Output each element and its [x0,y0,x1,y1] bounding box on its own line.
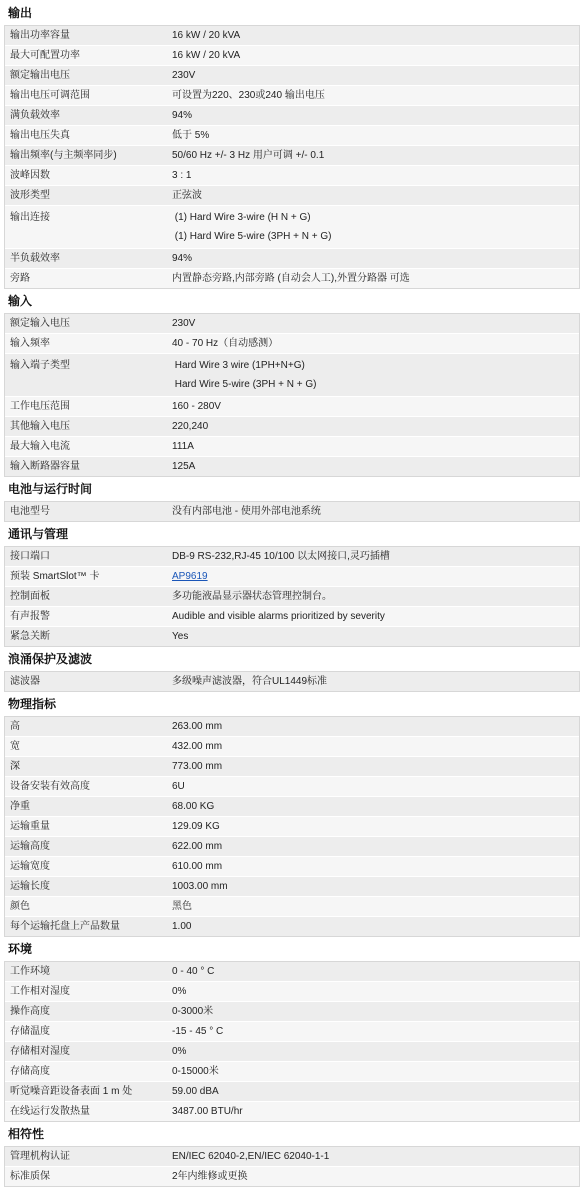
spec-row [5,205,579,248]
spec-label: 额定输入电压 [10,318,70,329]
spec-value-line: Hard Wire 5-wire (3PH + N + G) [172,379,317,390]
spec-label: 运输宽度 [10,861,50,872]
spec-label: 在线运行发散热量 [10,1106,90,1117]
spec-value: 多功能液晶显示器状态管理控制台。 [172,591,332,602]
spec-value: 多级噪声滤波器，符合UL1449标准 [172,676,328,687]
spec-value: 低于 5% [172,130,210,141]
spec-label: 存储高度 [10,1066,50,1077]
spec-label: 工作环境 [10,966,50,977]
spec-row [5,796,579,816]
spec-label: 最大输入电流 [10,441,70,452]
spec-value: 610.00 mm [172,861,223,872]
section-title: 输出 [8,6,33,20]
spec-value: 263.00 mm [172,721,223,732]
spec-table [4,313,580,477]
spec-table [4,961,580,1122]
spec-row [5,981,579,1001]
spec-row [5,353,579,396]
spec-label: 颜色 [10,901,30,912]
section-title: 电池与运行时间 [8,482,93,496]
spec-row [5,248,579,268]
spec-label: 输入端子类型 [10,360,70,371]
spec-label: 滤波器 [10,676,40,687]
spec-value: 没有内部电池 - 使用外部电池系统 [172,506,321,517]
spec-value: 可设置为220、230或240 输出电压 [172,90,325,101]
spec-value: 432.00 mm [172,741,223,752]
spec-label: 标准质保 [10,1171,50,1182]
spec-section [4,695,580,937]
spec-value-line: Hard Wire 3 wire (1PH+N+G) [172,360,305,371]
spec-row [5,672,579,691]
spec-row [5,396,579,416]
spec-value: 3487.00 BTU/hr [172,1106,243,1117]
spec-value: 160 - 280V [172,401,221,412]
spec-value: 黑色 [172,901,192,912]
spec-label: 输入频率 [10,338,50,349]
spec-value [170,206,579,248]
spec-value: 16 kW / 20 kVA [172,50,241,61]
spec-label: 输出功率容量 [10,30,70,41]
spec-row [5,566,579,586]
spec-label: 深 [10,761,20,772]
spec-value: 622.00 mm [172,841,223,852]
spec-table [4,1146,580,1187]
spec-label: 输出频率(与主频率同步) [10,150,117,161]
spec-row [5,1101,579,1121]
spec-label: 其他输入电压 [10,421,70,432]
section-title: 物理指标 [8,697,57,711]
spec-label: 有声报警 [10,611,50,622]
spec-value: 111A [172,441,194,452]
spec-label: 接口端口 [10,551,50,562]
spec-row [5,916,579,936]
spec-value-line: (1) Hard Wire 5-wire (3PH + N + G) [172,231,332,242]
spec-label: 宽 [10,741,20,752]
spec-value: 129.09 KG [172,821,220,832]
spec-row [5,333,579,353]
spec-row [5,816,579,836]
spec-label: 旁路 [10,273,30,284]
spec-table [4,716,580,937]
spec-row [5,456,579,476]
spec-label: 管理机构认证 [10,1151,70,1162]
spec-value: 2年内维修或更换 [172,1171,248,1182]
spec-section [4,525,580,647]
spec-value: 230V [172,318,196,329]
spec-value: 230V [172,70,196,81]
spec-value: 125A [172,461,196,472]
spec-label: 控制面板 [10,591,50,602]
section-title: 环境 [8,942,33,956]
spec-row [5,1021,579,1041]
spec-row [5,145,579,165]
spec-label: 净重 [10,801,30,812]
spec-row [5,736,579,756]
spec-value: 16 kW / 20 kVA [172,30,241,41]
spec-value: EN/IEC 62040-2,EN/IEC 62040-1-1 [172,1151,330,1162]
spec-row [5,268,579,288]
spec-label: 输出电压失真 [10,130,70,141]
spec-row [5,165,579,185]
spec-row [5,876,579,896]
spec-label: 存储温度 [10,1026,50,1037]
spec-value: 0 - 40 ° C [172,966,215,977]
spec-label: 每个运输托盘上产品数量 [10,921,120,932]
spec-label: 运输重量 [10,821,50,832]
spec-value: DB-9 RS-232,RJ-45 10/100 以太网接口,灵巧插槽 [172,551,390,562]
spec-row [5,185,579,205]
spec-value: 1003.00 mm [172,881,228,892]
spec-label: 工作相对湿度 [10,986,70,997]
spec-row [5,1001,579,1021]
spec-label: 运输长度 [10,881,50,892]
spec-label: 最大可配置功率 [10,50,80,61]
section-title: 通讯与管理 [8,527,69,541]
spec-row [5,1081,579,1101]
spec-value: 0% [172,1046,187,1057]
spec-section [4,4,580,289]
spec-row [5,1041,579,1061]
spec-row [5,962,579,981]
spec-label: 输出电压可调范围 [10,90,90,101]
spec-value: 3 : 1 [172,170,192,181]
spec-value-line: (1) Hard Wire 3-wire (H N + G) [172,212,311,223]
spec-table [4,25,580,289]
spec-label: 预装 SmartSlot™ 卡 [10,571,100,582]
spec-row [5,626,579,646]
spec-value: 内置静态旁路,内部旁路 (自动会人工),外置分路器 可选 [172,273,410,284]
spec-row [5,45,579,65]
spec-value: 220,240 [172,421,209,432]
product-link[interactable]: AP9619 [172,571,208,582]
spec-value: 正弦波 [172,190,202,201]
spec-section [4,1125,580,1187]
spec-label: 波峰因数 [10,170,50,181]
spec-row [5,1061,579,1081]
spec-value [170,567,579,586]
spec-label: 波形类型 [10,190,50,201]
spec-label: 运输高度 [10,841,50,852]
spec-section [4,650,580,692]
spec-section [4,292,580,477]
spec-label: 半负载效率 [10,253,60,264]
section-title: 输入 [8,294,33,308]
spec-label: 设备安装有效高度 [10,781,90,792]
spec-row [5,1166,579,1186]
spec-row [5,836,579,856]
spec-row [5,586,579,606]
spec-value: 1.00 [172,921,192,932]
spec-label: 高 [10,721,20,732]
spec-row [5,416,579,436]
spec-table [4,501,580,522]
spec-row [5,105,579,125]
spec-value: 6U [172,781,185,792]
spec-value: 40 - 70 Hz（自动感测） [172,338,279,349]
spec-value: Yes [172,631,189,642]
spec-label: 额定输出电压 [10,70,70,81]
spec-value: 0-3000米 [172,1006,214,1017]
spec-row [5,606,579,626]
spec-value: Audible and visible alarms prioritized by severity [172,611,385,622]
spec-row [5,896,579,916]
spec-value: 94% [172,110,193,121]
spec-label: 电池型号 [10,506,50,517]
spec-table [4,546,580,647]
spec-row [5,1147,579,1166]
spec-value: 0-15000米 [172,1066,219,1077]
spec-row [5,856,579,876]
spec-row [5,314,579,333]
spec-label: 输出连接 [10,212,50,223]
spec-section [4,480,580,522]
spec-row [5,756,579,776]
spec-label: 存储相对湿度 [10,1046,70,1057]
spec-value [170,354,579,396]
spec-label: 工作电压范围 [10,401,70,412]
section-title: 浪涌保护及滤波 [8,652,93,666]
spec-label: 紧急关断 [10,631,50,642]
spec-value: 94% [172,253,193,264]
spec-table [4,671,580,692]
spec-row [5,436,579,456]
spec-row [5,65,579,85]
spec-label: 操作高度 [10,1006,50,1017]
spec-label: 满负载效率 [10,110,60,121]
spec-row [5,125,579,145]
spec-value: 0% [172,986,187,997]
spec-label: 输入断路器容量 [10,461,80,472]
spec-value: 773.00 mm [172,761,223,772]
spec-row [5,502,579,521]
spec-row [5,85,579,105]
spec-value: 59.00 dBA [172,1086,219,1097]
spec-row [5,547,579,566]
spec-section [4,940,580,1122]
spec-value: 68.00 KG [172,801,215,812]
spec-row [5,717,579,736]
spec-label: 听觉噪音距设备表面 1 m 处 [10,1086,133,1097]
spec-row [5,26,579,45]
section-title: 相符性 [8,1127,45,1141]
spec-row [5,776,579,796]
spec-value: 50/60 Hz +/- 3 Hz 用户可调 +/- 0.1 [172,150,325,161]
spec-value: -15 - 45 ° C [172,1026,224,1037]
